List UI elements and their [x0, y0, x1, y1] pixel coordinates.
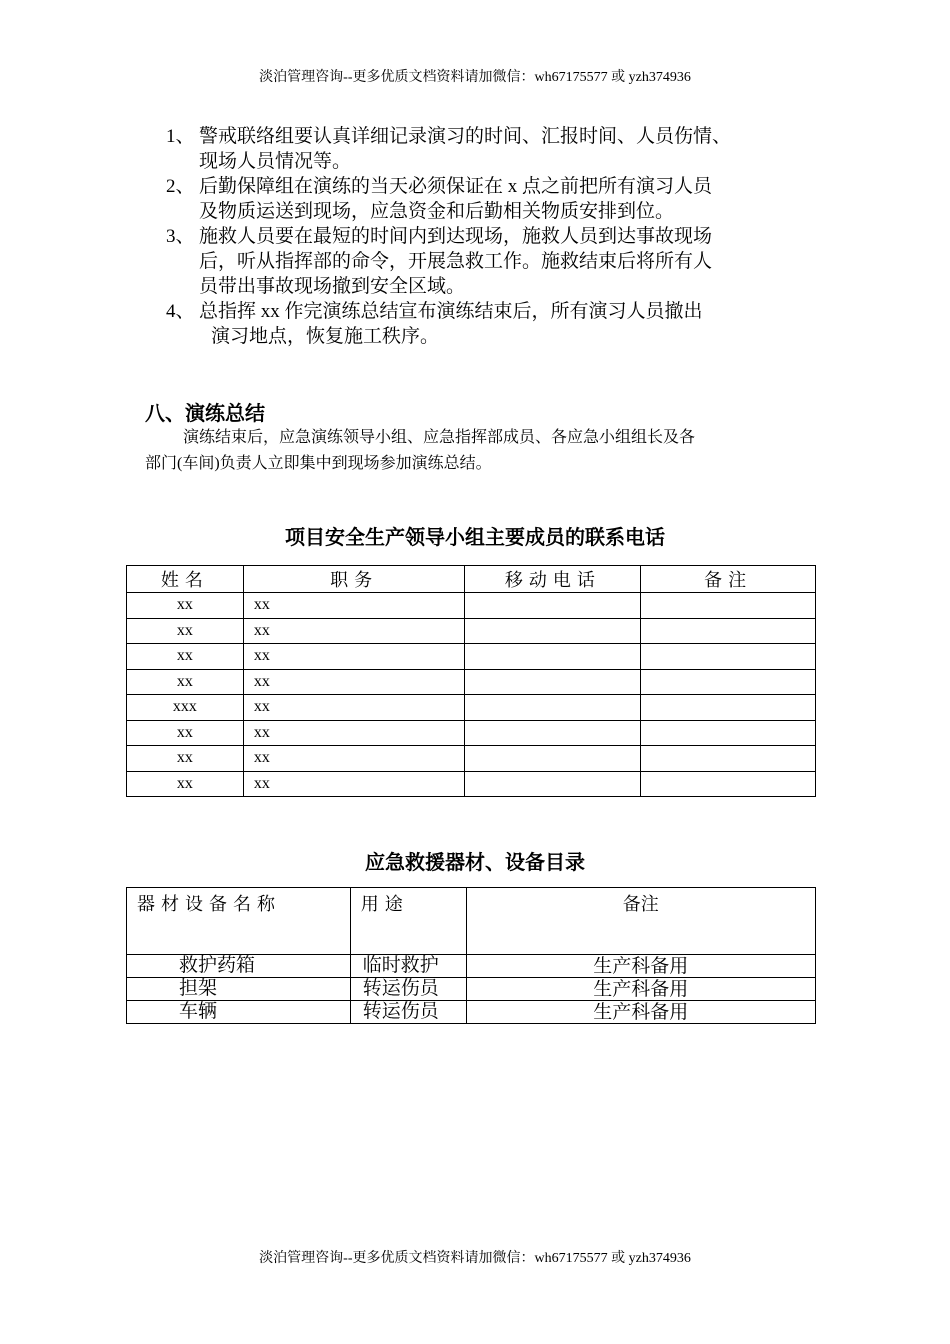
cell-note: 生产科备用 [466, 955, 815, 978]
list-item [166, 174, 826, 224]
cell-phone [465, 746, 641, 772]
cell-phone [465, 695, 641, 721]
table-header-row [127, 888, 816, 955]
table-row [127, 695, 816, 721]
page-header: 淡泊管理咨询--更多优质文档资料请加微信：wh67175577 或 yzh374936 [259, 70, 691, 85]
cell-note: 生产科备用 [466, 978, 815, 1001]
cell-usage: 临时救护 [350, 955, 466, 978]
table-row [127, 644, 816, 670]
item-number: 4、 [166, 301, 195, 322]
item-line: 演习地点，恢复施工秩序。 [211, 326, 440, 347]
paragraph-line: 演练结束后，应急演练领导小组、应急指挥部成员、各应急小组组长及各 [183, 429, 696, 446]
item-line: 警戒联络组要认真详细记录演习的时间、汇报时间、人员伤情、 [199, 126, 732, 147]
column-header: 备注 [641, 566, 816, 593]
cell-name: xxx [127, 695, 244, 721]
cell-name: xx [127, 618, 244, 644]
cell-name: xx [127, 669, 244, 695]
cell-equipment: 车辆 [127, 1001, 351, 1024]
item-line: 后勤保障组在演练的当天必须保证在 x 点之前把所有演习人员 [199, 176, 713, 197]
cell-position: xx [243, 618, 465, 644]
cell-phone [465, 771, 641, 797]
column-header: 职务 [243, 566, 465, 593]
contact-table-title: 项目安全生产领导小组主要成员的联系电话 [285, 525, 665, 549]
cell-note [641, 618, 816, 644]
table-row [127, 955, 816, 978]
cell-usage: 转运伤员 [350, 1001, 466, 1024]
page-footer: 淡泊管理咨询--更多优质文档资料请加微信：wh67175577 或 yzh374936 [259, 1251, 691, 1266]
table-row [127, 720, 816, 746]
table-row [127, 669, 816, 695]
table-row [127, 978, 816, 1001]
cell-equipment: 救护药箱 [127, 955, 351, 978]
cell-position: xx [243, 644, 465, 670]
equipment-table-title: 应急救援器材、设备目录 [365, 850, 585, 874]
column-header: 器材设备名称 [127, 888, 351, 955]
section-title: 八、演练总结 [145, 401, 265, 425]
item-number: 3、 [166, 226, 195, 247]
item-line: 现场人员情况等。 [199, 151, 352, 172]
cell-name: xx [127, 771, 244, 797]
item-number: 1、 [166, 126, 195, 147]
table-row [127, 771, 816, 797]
procedure-list [166, 124, 826, 349]
cell-name: xx [127, 593, 244, 619]
cell-phone [465, 669, 641, 695]
cell-note [641, 746, 816, 772]
cell-name: xx [127, 644, 244, 670]
cell-position: xx [243, 771, 465, 797]
cell-phone [465, 593, 641, 619]
cell-position: xx [243, 695, 465, 721]
table-row [127, 746, 816, 772]
item-number: 2、 [166, 176, 195, 197]
cell-phone [465, 644, 641, 670]
paragraph-line: 部门(车间)负责人立即集中到现场参加演练总结。 [145, 455, 492, 472]
list-item [166, 224, 826, 299]
cell-note: 生产科备用 [466, 1001, 815, 1024]
cell-phone [465, 720, 641, 746]
cell-position: xx [243, 669, 465, 695]
item-line: 员带出事故现场撤到安全区域。 [199, 276, 466, 297]
equipment-table [126, 887, 816, 1024]
table-row [127, 593, 816, 619]
list-item [166, 124, 826, 174]
column-header: 移动电话 [465, 566, 641, 593]
cell-note [641, 720, 816, 746]
section-paragraph [145, 425, 815, 477]
table-row [127, 618, 816, 644]
cell-name: xx [127, 720, 244, 746]
item-line: 后，听从指挥部的命令，开展急救工作。施救结束后将所有人 [199, 251, 713, 272]
cell-position: xx [243, 593, 465, 619]
cell-usage: 转运伤员 [350, 978, 466, 1001]
table-header-row [127, 566, 816, 593]
cell-note [641, 771, 816, 797]
item-line: 及物质运送到现场，应急资金和后勤相关物质安排到位。 [199, 201, 675, 222]
cell-equipment: 担架 [127, 978, 351, 1001]
column-header: 姓名 [127, 566, 244, 593]
column-header: 用途 [350, 888, 466, 955]
item-line: 施救人员要在最短的时间内到达现场，施救人员到达事故现场 [199, 226, 713, 247]
cell-phone [465, 618, 641, 644]
cell-note [641, 669, 816, 695]
cell-position: xx [243, 720, 465, 746]
cell-note [641, 695, 816, 721]
item-line: 总指挥 xx 作完演练总结宣布演练结束后，所有演习人员撤出 [199, 301, 703, 322]
table-row [127, 1001, 816, 1024]
cell-name: xx [127, 746, 244, 772]
cell-note [641, 593, 816, 619]
contact-table [126, 565, 816, 797]
cell-note [641, 644, 816, 670]
column-header: 备注 [466, 888, 815, 955]
cell-position: xx [243, 746, 465, 772]
list-item [166, 299, 826, 349]
